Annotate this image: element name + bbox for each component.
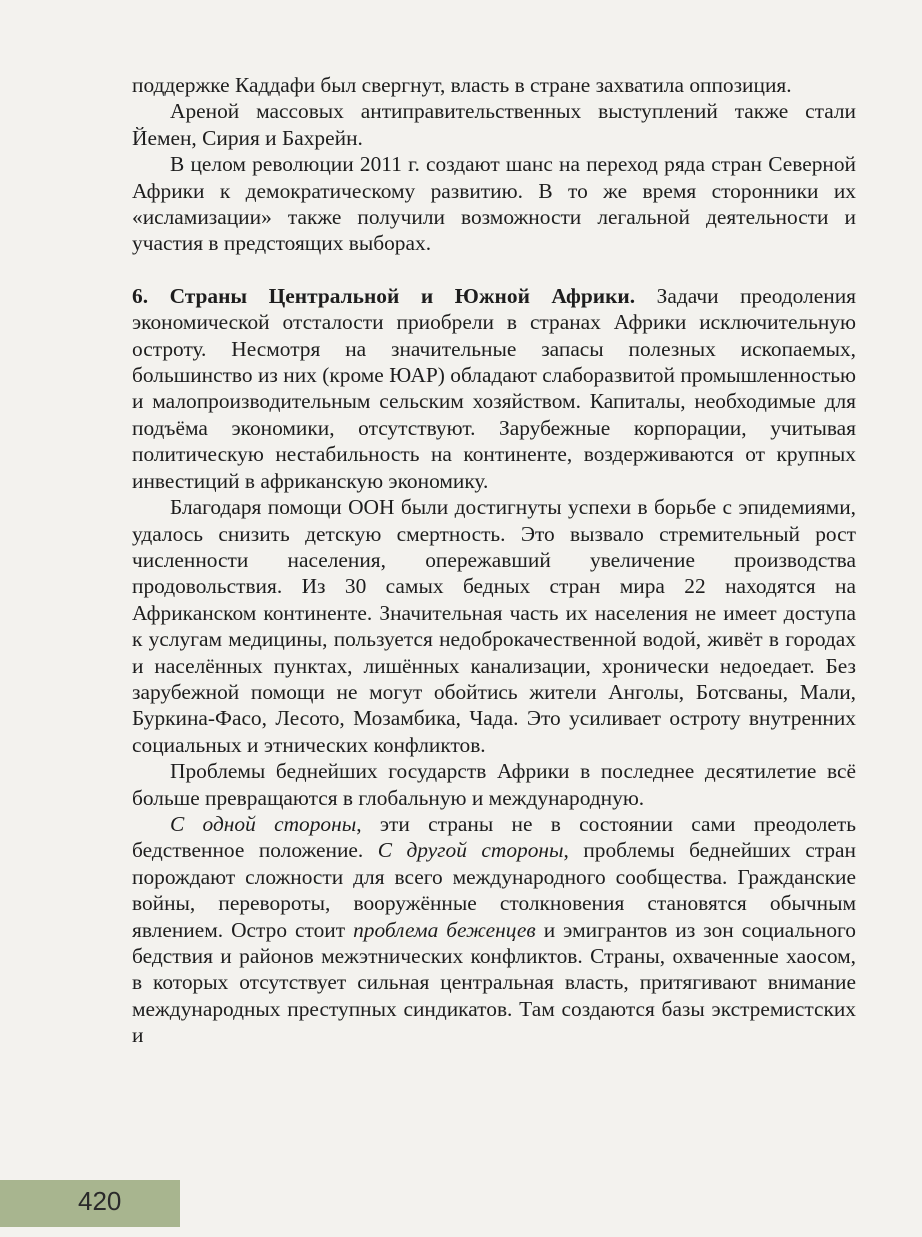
emphasis-text: С другой стороны xyxy=(377,838,564,863)
paragraph: Ареной массовых антиправительственных выступлений также стали Йемен, Сирия и Бахрейн. xyxy=(132,99,856,150)
paragraph-continuation: поддержке Каддафи был свергнут, власть в стране захватила оппозиция. xyxy=(132,73,792,97)
paragraph: Благодаря помощи ООН были достигнуты успехи в борьбе с эпидемиями, удалось снизить детскую смертность. Это вызвало стремительный рост численности населения, опережавший увеличение производства продовольствия. Из 30 самых бедных стран мира 22 находятся на Африканском континенте. Значительная часть их населения не имеет доступа к услугам медицины, пользуется недоброкачественной водой, живёт в городах и населённых пунктах, лишённых канализации, хронически недоедает. Без зарубежной помощи не могут обойтись жители Анголы, Ботсваны, Мали, Буркина-Фасо, Лесото, Мозамбика, Чада. Это усиливает остроту внутренних социальных и этнических конфликтов. xyxy=(132,495,856,757)
paragraph xyxy=(132,811,856,1049)
paragraph-text: , эти страны не в состоянии сами преодолеть бедственное положение. xyxy=(132,811,856,863)
page-number: 420 xyxy=(78,1186,122,1216)
section-heading: 6. Страны Центральной и Южной Африки. xyxy=(132,283,636,308)
section-body-text: Задачи преодоления экономической отсталости приобрели в странах Африки исключительную остроту. Несмотря на значительные запасы полезных ископаемых, большинство из них (кроме ЮАР) обладают слаборазвитой промышленностью и малопроизводительным сельским хозяйством. Капиталы, необходимые для подъёма экономики, отсутствуют. Зарубежные корпорации, учитывая политическую нестабильность на континенте, воздерживаются от крупных инвестиций в африканскую экономику. xyxy=(132,283,856,493)
body-text xyxy=(132,72,856,1049)
emphasis-text: С одной стороны xyxy=(170,811,357,836)
paragraph-text: , проблемы беднейших стран порождают сложности для всего международного сообщества. Гражданские войны, перевороты, вооружённые столкновения становятся обычным явлением. Остро стоит xyxy=(132,838,856,942)
section-6-paragraph xyxy=(132,283,856,494)
emphasis-text: проблема беженцев xyxy=(353,917,536,942)
paragraph-text: и эмигрантов из зон социального бедствия и районов межэтнических конфликтов. Страны, охваченные хаосом, в которых отсутствует сильная центральная власть, притягивают внимание международных преступных синдикатов. Там создаются базы экстремистских и xyxy=(132,917,856,1048)
paragraph: В целом революции 2011 г. создают шанс на переход ряда стран Северной Африки к демократическому развитию. В то же время сторонники их «исламизации» также получили возможности легальной деятельности и участия в предстоящих выборах. xyxy=(132,152,856,256)
paragraph: Проблемы беднейших государств Африки в последнее десятилетие всё больше превращаются в глобальную и международную. xyxy=(132,759,856,810)
